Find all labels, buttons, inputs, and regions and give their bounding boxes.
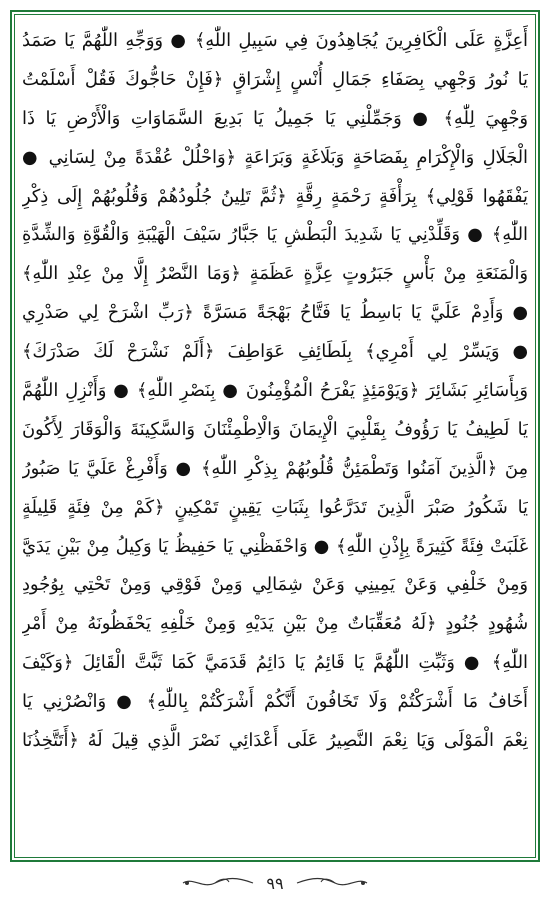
text-body bbox=[22, 22, 528, 858]
text-line: يَفْقَهُوا قَوْلِي﴾ بِرَأْفَةٍ رَحْمَةٍ رِقَّةٍ ﴿ثُمَّ تَلِينُ جُلُودُهُمْ وَقُلُوبُهُمْ إِلَى ذِكْرِ bbox=[22, 185, 528, 207]
text-line: اللّٰهِ﴾ ● وَقَلِّدْنِي يَا شَدِيدَ الْبَطْشِ يَا جَبَّارُ سَيْفَ الْهَيْبَةِ وَالْقُوَّةِ وَالشِّدَّةِ bbox=[22, 224, 528, 246]
text-line: مِنَ ﴿الَّذِينَ آمَنُوا وَتَطْمَئِنُّ قُلُوبُهُمْ بِذِكْرِ اللّٰهِ﴾ ● وَأَفْرِغْ عَلَيَّ يَا صَبُورُ bbox=[22, 457, 528, 479]
text-line: يَا شَكُورُ صَبْرَ الَّذِينَ تَدَرَّعُوا بِثَبَاتِ يَقِينٍ تَمْكِينٍ ﴿كَمْ مِنْ فِئَةٍ قَلِيلَةٍ bbox=[22, 496, 528, 518]
text-line: وَالْمَنَعَةِ مِنْ بَأْسٍ جَبَرُوتٍ عِزَّةٍ عَظَمَةٍ ﴿وَمَا النَّصْرُ إِلَّا مِنْ عِنْدِ اللّٰهِ﴾ bbox=[22, 263, 528, 285]
text-line: الْجَلَالِ وَالْإِكْرَامِ بِفَصَاحَةٍ وَبَلَاغَةٍ وَبَرَاعَةٍ ﴿وَاحْلُلْ عُقْدَةً مِنْ لِسَانِي ● bbox=[22, 146, 528, 168]
text-line: ● وَيَسِّرْ لِي أَمْرِي﴾ بِلَطَائِفِ عَوَاطِفَ ﴿أَلَمْ نَشْرَحْ لَكَ صَدْرَكَ﴾ bbox=[22, 341, 528, 363]
text-line: يَا نُورُ وَجْهِي بِصَفَاءِ جَمَالِ أُنْسٍ إِشْرَاقٍ ﴿فَإِنْ حَاجُّوكَ فَقُلْ أَسْلَمْتُ bbox=[22, 68, 528, 90]
text-line: شُهُودٍ جُنُودٍ ﴿لَهُ مُعَقِّبَاتٌ مِنْ بَيْنِ يَدَيْهِ وَمِنْ خَلْفِهِ يَحْفَظُونَهُ مِنْ أَمْرِ bbox=[22, 613, 528, 635]
page-footer bbox=[0, 868, 550, 898]
text-line: أَخَافُ مَا أَشْرَكْتُمْ وَلَا تَخَافُونَ أَنَّكُمْ أَشْرَكْتُمْ بِاللّٰهِ﴾ ● وَانْصُرْنِي يَا bbox=[22, 691, 528, 713]
text-line: يَا لَطِيفُ يَا رَؤُوفُ بِقَلْبِيَ الْإِيمَانَ وَالْاِطْمِئْنَانَ وَالسَّكِينَةَ وَالْوَقَارَ لِأَكُونَ bbox=[22, 418, 528, 440]
text-line: وَمِنْ خَلْفِي وَعَنْ يَمِينِي وَعَنْ شِمَالِي وَمِنْ فَوْقِي وَمِنْ تَحْتِي بِوُجُودِ bbox=[22, 574, 528, 596]
left-ornament-icon bbox=[181, 875, 256, 891]
text-line: غَلَبَتْ فِئَةً كَثِيرَةً بِإِذْنِ اللّٰهِ﴾ ● وَاحْفَظْنِي يَا حَفِيظُ يَا وَكِيلُ مِنْ بَيْنِ يَدَيَّ bbox=[22, 535, 528, 557]
right-ornament-icon bbox=[294, 875, 369, 891]
text-line: اللّٰهِ﴾ ● وَثَبِّتِ اللّٰهُمَّ يَا قَائِمُ يَا دَائِمُ قَدَمَيَّ كَمَا ثَبَّتَّ الْقَائِلَ ﴿وَكَيْفَ bbox=[22, 652, 528, 674]
text-line: أَعِزَّةٍ عَلَى الْكَافِرِينَ يُجَاهِدُونَ فِي سَبِيلِ اللّٰهِ﴾ ● وَوَجِّهِ اللّٰهُمَّ يَا صَمَدُ bbox=[22, 30, 528, 51]
text-line: نِعْمَ الْمَوْلَى وَيَا نِعْمَ النَّصِيرُ عَلَى أَعْدَائِي نَصْرَ الَّذِي قِيلَ لَهُ ﴿أَتَتَّخِذُنَا bbox=[22, 730, 528, 752]
text-line: وَجْهِيَ لِلّٰهِ﴾ ● وَجَمِّلْنِي يَا جَمِيلُ يَا بَدِيعَ السَّمَاوَاتِ وَالْأَرْضِ يَا ذَا bbox=[22, 107, 528, 129]
text-line: وَبِأَسَائِرِ بَشَائِرَ ﴿وَيَوْمَئِذٍ يَفْرَحُ الْمُؤْمِنُونَ ● بِنَصْرِ اللّٰهِ﴾ ● وَأَنْزِلِ اللّٰهُمَّ bbox=[22, 380, 528, 402]
text-line: ● وَأَدِمْ عَلَيَّ يَا بَاسِطُ يَا فَتَّاحُ بَهْجَةً مَسَرَّةً ﴿رَبِّ اشْرَحْ لِي صَدْرِي bbox=[22, 302, 528, 324]
page-number: ٩٩ bbox=[266, 873, 284, 893]
